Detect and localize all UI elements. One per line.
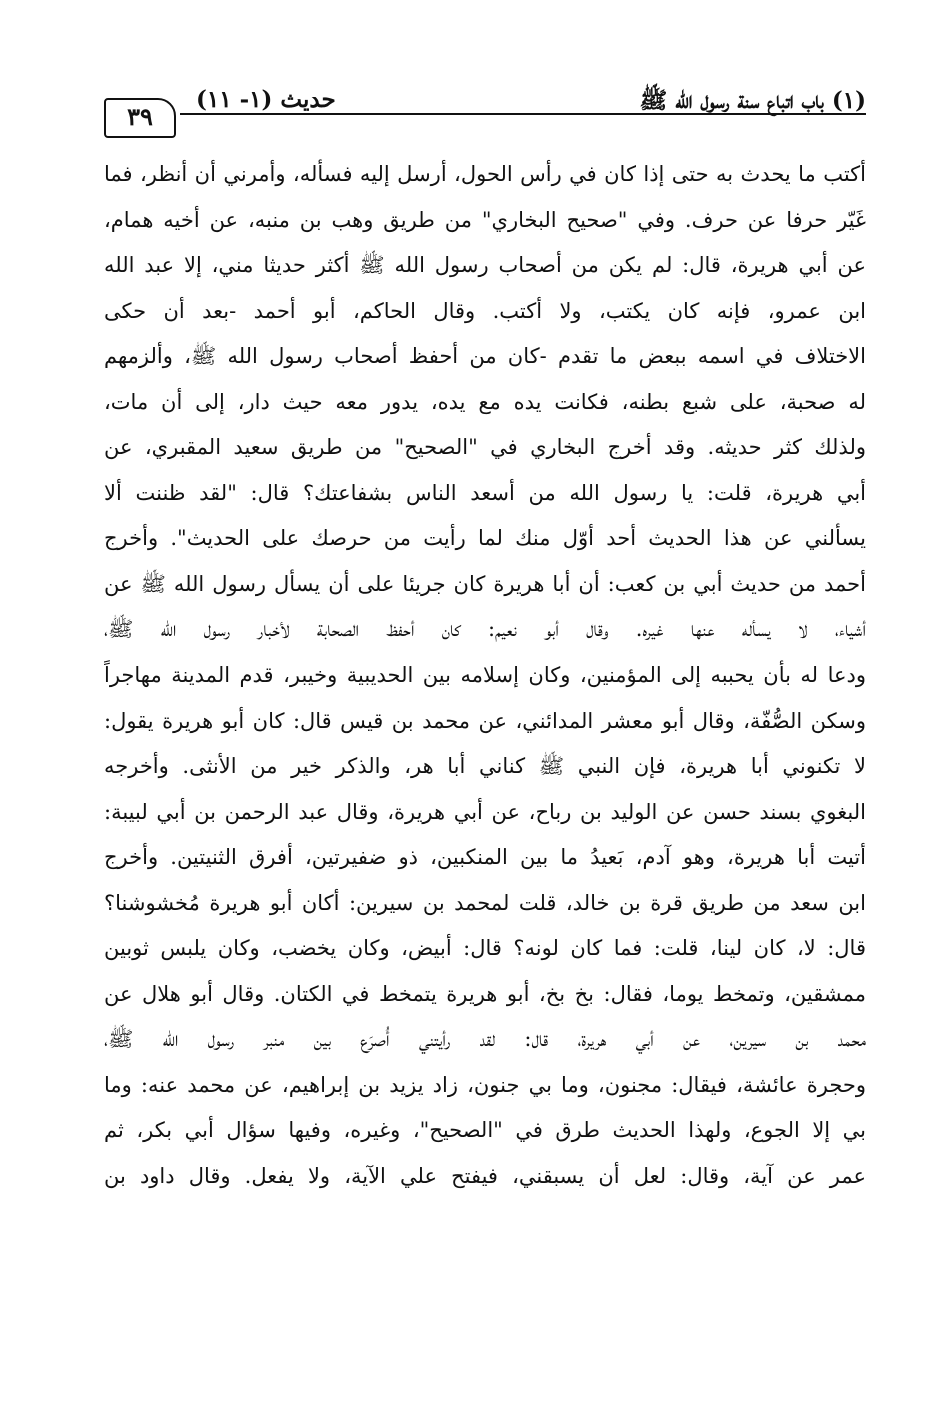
text-line: أبي هريرة، قلت: يا رسول الله من أسعد الناس بشفاعتك؟ قال: "لقد ظننت ألا [104, 480, 866, 505]
text-line: قال: لا، كان لينا، قلت: فما كان لونه؟ قال: أبيض، وكان يخضب، وكان يلبس ثوبين [104, 936, 866, 961]
header-rule [180, 113, 866, 115]
text-line: وسكن الصُّفّة، وقال أبو معشر المدائني، عن محمد بن قيس قال: كان أبو هريرة يقول: [104, 708, 866, 733]
text-line: وحجرة عائشة، فيقال: مجنون، وما بي جنون، زاد يزيد بن إبراهيم، عن محمد عنه: وما [104, 1072, 866, 1097]
text-line: ولذلك كثر حديثه. وقد أخرج البخاري في "الصحيح" من طريق سعيد المقبري، عن [104, 435, 866, 460]
chapter-title: (١) باب اتباع سنة رسول الله ﷺ [639, 87, 866, 114]
text-line: يسألني عن هذا الحديث أحد أوّل منك لما رأيت من حرصك على الحديث". وأخرج [104, 526, 866, 551]
text-line: ابن عمرو، فإنه كان يكتب، ولا أكتب. وقال الحاكم، أبو أحمد -بعد أن حكى [104, 298, 866, 323]
page-number: ٣٩ [104, 98, 176, 138]
text-line: ابن سعد من طريق قرة بن خالد، قلت لمحمد بن سيرين: أكان أبو هريرة مُخشوشنا؟ [104, 890, 866, 915]
text-line: لا تكنوني أبا هريرة، فإن النبي ﷺ كناني أبا هر، والذكر خير من الأنثى. وأخرجه [104, 754, 866, 779]
text-line: البغوي بسند حسن عن الوليد بن رباح، عن أبي هريرة، وقال عبد الرحمن بن أبي لبيبة: [104, 799, 866, 824]
text-line: ممشقين، وتمخط يوما، فقال: بخ بخ، أبو هريرة يتمخط في الكتان. وقال أبو هلال عن [104, 981, 866, 1006]
text-line: بي إلا الجوع، ولهذا الحديث طرق في "الصحيح"، وغيره، وفيها سؤال أبي بكر، ثم [104, 1118, 866, 1143]
text-line: أشياء، لا يسأله عنها غيره. وقال أبو نعيم: كان أحفظ الصحابة لأخبار رسول الله ﷺ، [104, 617, 866, 642]
text-line: عن أبي هريرة، قال: لم يكن من أصحاب رسول الله ﷺ أكثر حديثا مني، إلا عبد الله [104, 253, 866, 278]
hadith-range: حديث (١- ١١) [196, 86, 336, 113]
text-line: محمد بن سيرين، عن أبي هريرة، قال: لقد رأيتني أُصرَع بين منبر رسول الله ﷺ، [104, 1027, 866, 1052]
text-line: عمر عن آية، وقال: لعل أن يسبقني، فيفتح علي الآية، ولا يفعل. وقال داود بن [104, 1164, 866, 1189]
text-line: أكتب ما يحدث به حتى إذا كان في رأس الحول، أرسل إليه فسأله، وأمرني أن أنظر، فما [104, 162, 866, 186]
text-line: أحمد من حديث أبي بن كعب: أن أبا هريرة كان جريئا على أن يسأل رسول الله ﷺ عن [104, 571, 866, 596]
text-line: أتيت أبا هريرة، وهو آدم، بَعيدُ ما بين المنكبين، ذو ضفيرتين، أفرق الثنيتين. وأخرج [104, 845, 866, 870]
body-text [104, 152, 866, 1200]
text-line: له صحبة، على شبع بطنه، فكانت يده مع يده، يدور معه حيث دار، إلى أن مات، [104, 389, 866, 414]
text-line: الاختلاف في اسمه ببعض ما تقدم -كان من أحفظ أصحاب رسول الله ﷺ، وألزمهم [104, 344, 866, 369]
text-line: غَيّر حرفا عن حرف. وفي "صحيح البخاري" من طريق وهب بن منبه، عن أخيه همام، [104, 207, 866, 232]
text-line: ودعا له بأن يحببه إلى المؤمنين، وكان إسلامه بين الحديبية وخيبر، قدم المدينة مهاجراً [104, 663, 866, 688]
